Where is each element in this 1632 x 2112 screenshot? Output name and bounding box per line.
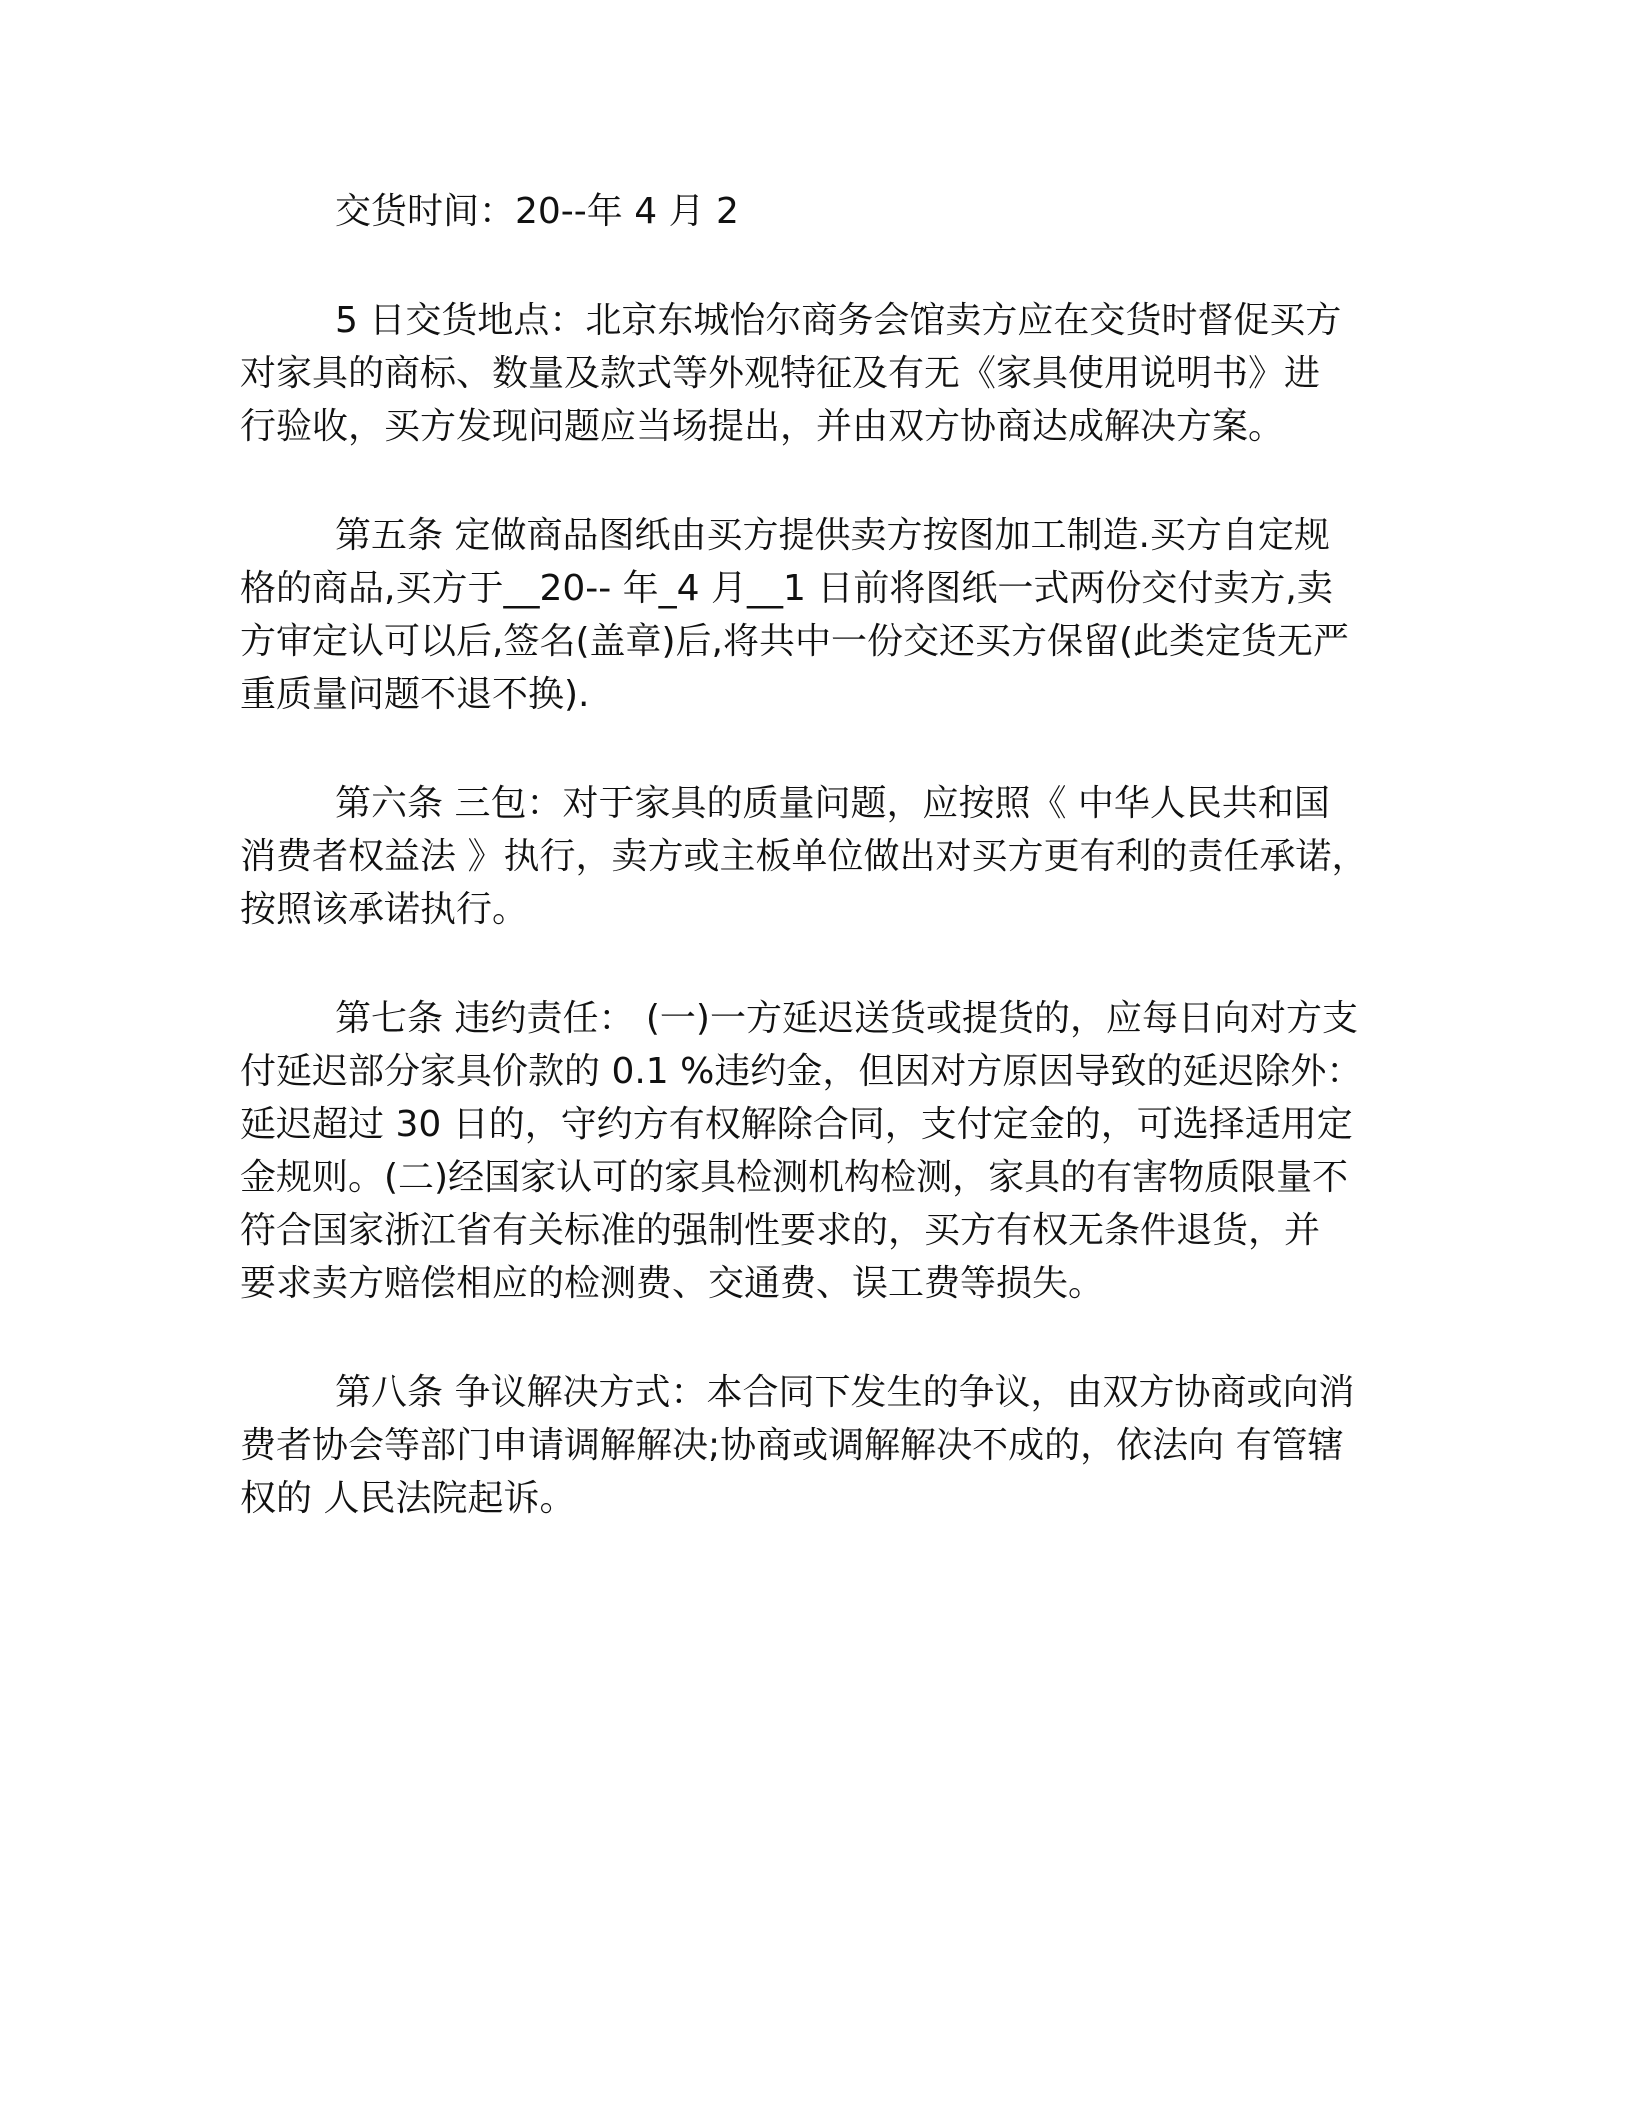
text-line: 费者协会等部门申请调解解决;协商或调解解决不成的，依法向 有管辖 xyxy=(240,1425,1344,1466)
text-line: 5 日交货地点：北京东城怡尔商务会馆卖方应在交货时督促买方 xyxy=(335,300,1342,341)
paragraph-article-5 xyxy=(240,509,1390,721)
text-line: 按照该承诺执行。 xyxy=(240,889,529,930)
text-line: 交货时间：20--年 4 月 2 xyxy=(335,191,739,232)
text-line: 行验收，买方发现问题应当场提出，并由双方协商达成解决方案。 xyxy=(240,406,1285,447)
text-line: 重质量问题不退不换). xyxy=(240,674,590,715)
text-line: 对家具的商标、数量及款式等外观特征及有无《家具使用说明书》进 xyxy=(240,353,1321,394)
text-line: 格的商品,买方于__20-- 年_4 月__1 日前将图纸一式两份交付卖方,卖 xyxy=(240,568,1333,609)
paragraph-article-7 xyxy=(240,992,1390,1310)
text-line: 金规则。(二)经国家认可的家具检测机构检测，家具的有害物质限量不 xyxy=(240,1157,1349,1198)
text-line: 第七条 违约责任： (一)一方延迟送货或提货的，应每日向对方支 xyxy=(335,998,1358,1039)
paragraph-delivery-place xyxy=(240,294,1390,453)
text-line: 第五条 定做商品图纸由买方提供卖方按图加工制造.买方自定规 xyxy=(335,515,1330,556)
text-line: 符合国家浙江省有关标准的强制性要求的，买方有权无条件退货，并 xyxy=(240,1210,1321,1251)
text-line: 权的 人民法院起诉。 xyxy=(240,1478,576,1519)
paragraph-article-8 xyxy=(240,1366,1390,1525)
paragraph-article-6 xyxy=(240,777,1390,936)
paragraph-delivery-time xyxy=(240,185,1390,238)
text-line: 要求卖方赔偿相应的检测费、交通费、误工费等损失。 xyxy=(240,1263,1105,1304)
text-line: 方审定认可以后,签名(盖章)后,将共中一份交还买方保留(此类定货无严 xyxy=(240,621,1350,662)
text-line: 第六条 三包：对于家具的质量问题，应按照《 中华人民共和国 xyxy=(335,783,1330,824)
text-line: 第八条 争议解决方式：本合同下发生的争议，由双方协商或向消 xyxy=(335,1372,1355,1413)
text-line: 消费者权益法 》执行，卖方或主板单位做出对买方更有利的责任承诺， xyxy=(240,836,1368,877)
text-line: 付延迟部分家具价款的 0.1 %违约金，但因对方原因导致的延迟除外： xyxy=(240,1051,1363,1092)
text-line: 延迟超过 30 日的，守约方有权解除合同，支付定金的，可选择适用定 xyxy=(240,1104,1353,1145)
document-body xyxy=(240,185,1390,1581)
